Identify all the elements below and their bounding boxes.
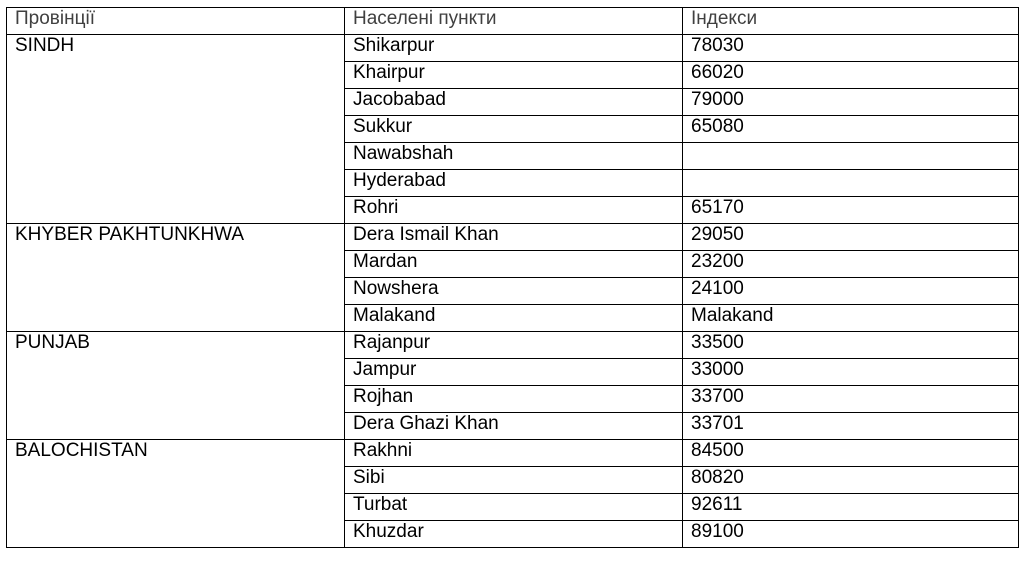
settlement-cell: Turbat [345, 494, 683, 521]
table-body [7, 35, 1019, 548]
province-cell: BALOCHISTAN [7, 440, 345, 548]
province-cell: PUNJAB [7, 332, 345, 440]
index-cell: 24100 [683, 278, 1019, 305]
settlement-cell: Rojhan [345, 386, 683, 413]
province-settlement-index-table [6, 7, 1019, 548]
index-cell [683, 170, 1019, 197]
index-cell: 23200 [683, 251, 1019, 278]
settlement-cell: Sibi [345, 467, 683, 494]
settlement-cell: Khairpur [345, 62, 683, 89]
province-cell: SINDH [7, 35, 345, 224]
settlement-cell: Shikarpur [345, 35, 683, 62]
settlement-cell: Malakand [345, 305, 683, 332]
settlement-cell: Sukkur [345, 116, 683, 143]
settlement-cell: Rohri [345, 197, 683, 224]
index-cell: 84500 [683, 440, 1019, 467]
settlement-cell: Jampur [345, 359, 683, 386]
index-cell: 66020 [683, 62, 1019, 89]
index-cell: 33700 [683, 386, 1019, 413]
index-cell: 33000 [683, 359, 1019, 386]
settlement-cell: Hyderabad [345, 170, 683, 197]
index-cell: 89100 [683, 521, 1019, 548]
settlement-cell: Rakhni [345, 440, 683, 467]
header-province: Провінції [7, 8, 345, 35]
settlement-cell: Rajanpur [345, 332, 683, 359]
province-cell: KHYBER PAKHTUNKHWA [7, 224, 345, 332]
header-index: Індекси [683, 8, 1019, 35]
index-cell: Malakand [683, 305, 1019, 332]
index-cell: 29050 [683, 224, 1019, 251]
settlement-cell: Nawabshah [345, 143, 683, 170]
table-header-row [7, 8, 1019, 35]
settlement-cell: Mardan [345, 251, 683, 278]
index-cell: 79000 [683, 89, 1019, 116]
index-cell: 78030 [683, 35, 1019, 62]
settlement-cell: Nowshera [345, 278, 683, 305]
index-cell: 80820 [683, 467, 1019, 494]
table-row [7, 224, 1019, 251]
table-row [7, 332, 1019, 359]
settlement-cell: Jacobabad [345, 89, 683, 116]
header-settlement: Населені пункти [345, 8, 683, 35]
index-cell [683, 143, 1019, 170]
table-row [7, 440, 1019, 467]
settlement-cell: Khuzdar [345, 521, 683, 548]
settlement-cell: Dera Ismail Khan [345, 224, 683, 251]
index-cell: 92611 [683, 494, 1019, 521]
table-row [7, 35, 1019, 62]
index-cell: 33701 [683, 413, 1019, 440]
index-cell: 65170 [683, 197, 1019, 224]
index-cell: 65080 [683, 116, 1019, 143]
settlement-cell: Dera Ghazi Khan [345, 413, 683, 440]
index-cell: 33500 [683, 332, 1019, 359]
